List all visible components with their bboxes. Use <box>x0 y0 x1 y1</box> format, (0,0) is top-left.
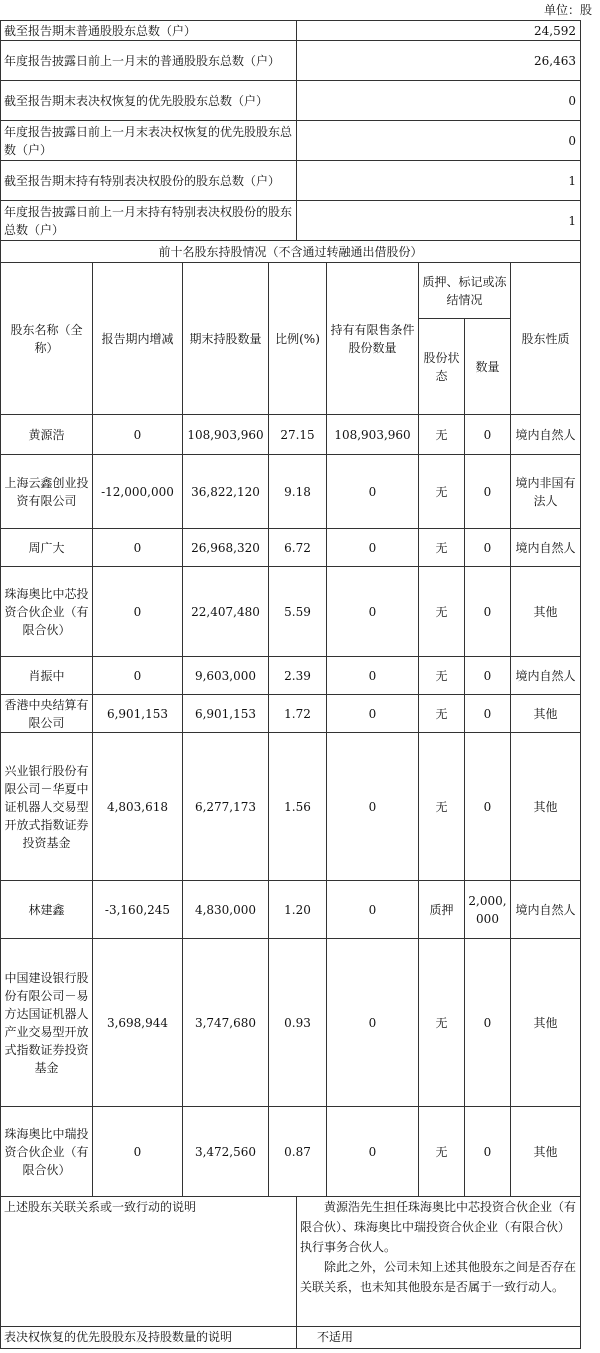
ratio-value: 5.59 <box>269 567 327 657</box>
pledge-status: 无 <box>419 695 465 733</box>
change-value: 0 <box>93 567 183 657</box>
header-name: 股东名称（全称） <box>1 263 93 415</box>
holder-name: 林建鑫 <box>1 881 93 939</box>
holder-nature: 其他 <box>511 567 581 657</box>
header-pledge-qty: 数量 <box>465 319 511 415</box>
held-value: 22,407,480 <box>183 567 269 657</box>
holder-nature: 境内自然人 <box>511 881 581 939</box>
pledge-qty: 0 <box>465 733 511 881</box>
summary-label: 年度报告披露日前上一月末表决权恢复的优先股股东总数（户） <box>1 121 297 161</box>
change-value: 6,901,153 <box>93 695 183 733</box>
ratio-value: 9.18 <box>269 455 327 529</box>
notes-table <box>0 1196 581 1349</box>
held-value: 9,603,000 <box>183 657 269 695</box>
header-ratio: 比例(%) <box>269 263 327 415</box>
pledge-qty: 0 <box>465 1107 511 1197</box>
holder-name: 珠海奥比中芯投资合伙企业（有限合伙） <box>1 567 93 657</box>
pledge-status: 质押 <box>419 881 465 939</box>
summary-value: 24,592 <box>297 21 581 41</box>
ratio-value: 1.72 <box>269 695 327 733</box>
table-row <box>1 415 581 455</box>
summary-label: 截至报告期末表决权恢复的优先股股东总数（户） <box>1 81 297 121</box>
table-row <box>1 1107 581 1197</box>
summary-label: 年度报告披露日前上一月末持有特别表决权股份的股东总数（户） <box>1 201 297 241</box>
held-value: 36,822,120 <box>183 455 269 529</box>
pledge-qty: 0 <box>465 567 511 657</box>
ratio-value: 1.20 <box>269 881 327 939</box>
table-row <box>1 695 581 733</box>
change-value: 3,698,944 <box>93 939 183 1107</box>
holder-nature: 其他 <box>511 1107 581 1197</box>
header-pledge-status: 股份状态 <box>419 319 465 415</box>
held-value: 26,968,320 <box>183 529 269 567</box>
ratio-value: 27.15 <box>269 415 327 455</box>
held-value: 108,903,960 <box>183 415 269 455</box>
holder-name: 肖振中 <box>1 657 93 695</box>
pledge-qty: 2,000,000 <box>465 881 511 939</box>
change-value: 0 <box>93 1107 183 1197</box>
table-row <box>1 881 581 939</box>
pledge-status: 无 <box>419 1107 465 1197</box>
summary-row <box>1 161 581 201</box>
top10-table <box>0 240 581 1197</box>
pledge-qty: 0 <box>465 529 511 567</box>
pledge-status: 无 <box>419 733 465 881</box>
summary-value: 0 <box>297 81 581 121</box>
relation-label: 上述股东关联关系或一致行动的说明 <box>1 1197 297 1327</box>
held-value: 6,277,173 <box>183 733 269 881</box>
holder-name: 周广大 <box>1 529 93 567</box>
restricted-value: 0 <box>327 529 419 567</box>
ratio-value: 0.87 <box>269 1107 327 1197</box>
table-row <box>1 733 581 881</box>
summary-row <box>1 81 581 121</box>
held-value: 6,901,153 <box>183 695 269 733</box>
holder-name: 中国建设银行股份有限公司－易方达国证机器人产业交易型开放式指数证券投资基金 <box>1 939 93 1107</box>
summary-value: 1 <box>297 161 581 201</box>
pledge-status: 无 <box>419 657 465 695</box>
ratio-value: 1.56 <box>269 733 327 881</box>
summary-value: 1 <box>297 201 581 241</box>
holder-nature: 境内自然人 <box>511 529 581 567</box>
pref-value-text: 不适用 <box>317 1330 354 1344</box>
held-value: 3,472,560 <box>183 1107 269 1197</box>
restricted-value: 0 <box>327 657 419 695</box>
restricted-value: 0 <box>327 567 419 657</box>
restricted-value: 0 <box>327 881 419 939</box>
summary-row <box>1 201 581 241</box>
table-row <box>1 657 581 695</box>
relation-text <box>297 1197 581 1327</box>
restricted-value: 0 <box>327 1107 419 1197</box>
top10-title: 前十名股东持股情况（不含通过转融通出借股份） <box>1 241 581 263</box>
table-row <box>1 455 581 529</box>
change-value: -3,160,245 <box>93 881 183 939</box>
header-pledge-group: 质押、标记或冻结情况 <box>419 263 511 319</box>
table-row <box>1 529 581 567</box>
change-value: 4,803,618 <box>93 733 183 881</box>
header-held: 期末持股数量 <box>183 263 269 415</box>
header-change: 报告期内增减 <box>93 263 183 415</box>
pledge-qty: 0 <box>465 415 511 455</box>
ratio-value: 2.39 <box>269 657 327 695</box>
summary-value: 26,463 <box>297 41 581 81</box>
pref-value <box>297 1327 581 1349</box>
pledge-status: 无 <box>419 567 465 657</box>
pledge-qty: 0 <box>465 657 511 695</box>
holder-name: 兴业银行股份有限公司－华夏中证机器人交易型开放式指数证券投资基金 <box>1 733 93 881</box>
holder-nature: 境内自然人 <box>511 415 581 455</box>
holder-name: 上海云鑫创业投资有限公司 <box>1 455 93 529</box>
table-row <box>1 939 581 1107</box>
held-value: 3,747,680 <box>183 939 269 1107</box>
summary-row <box>1 121 581 161</box>
holder-nature: 境内非国有法人 <box>511 455 581 529</box>
summary-label: 年度报告披露日前上一月末的普通股股东总数（户） <box>1 41 297 81</box>
summary-label: 截至报告期末持有特别表决权股份的股东总数（户） <box>1 161 297 201</box>
header-nature: 股东性质 <box>511 263 581 415</box>
pref-label: 表决权恢复的优先股股东及持股数量的说明 <box>1 1327 297 1349</box>
restricted-value: 0 <box>327 939 419 1107</box>
holder-nature: 其他 <box>511 695 581 733</box>
relation-paragraph-1: 黄源浩先生担任珠海奥比中芯投资合伙企业（有限合伙）、珠海奥比中瑞投资合伙企业（有限合伙）执行事务合伙人。 <box>300 1200 577 1254</box>
holder-name: 香港中央结算有限公司 <box>1 695 93 733</box>
holder-nature: 境内自然人 <box>511 657 581 695</box>
summary-table <box>0 20 581 241</box>
change-value: 0 <box>93 415 183 455</box>
header-restricted: 持有有限售条件股份数量 <box>327 263 419 415</box>
holder-nature: 其他 <box>511 733 581 881</box>
pledge-qty: 0 <box>465 695 511 733</box>
change-value: 0 <box>93 529 183 567</box>
pledge-qty: 0 <box>465 455 511 529</box>
restricted-value: 108,903,960 <box>327 415 419 455</box>
holder-name: 珠海奥比中瑞投资合伙企业（有限合伙） <box>1 1107 93 1197</box>
summary-value: 0 <box>297 121 581 161</box>
restricted-value: 0 <box>327 733 419 881</box>
summary-row <box>1 21 581 41</box>
pledge-status: 无 <box>419 455 465 529</box>
table-row <box>1 567 581 657</box>
held-value: 4,830,000 <box>183 881 269 939</box>
relation-paragraph-2: 除此之外，公司未知上述其他股东之间是否存在关联关系，也未知其他股东是否属于一致行动人。 <box>300 1260 577 1294</box>
holder-name: 黄源浩 <box>1 415 93 455</box>
pledge-qty: 0 <box>465 939 511 1107</box>
restricted-value: 0 <box>327 455 419 529</box>
pledge-status: 无 <box>419 939 465 1107</box>
unit-label: 单位：股 <box>543 3 592 17</box>
restricted-value: 0 <box>327 695 419 733</box>
pledge-status: 无 <box>419 529 465 567</box>
change-value: -12,000,000 <box>93 455 183 529</box>
summary-label: 截至报告期末普通股股东总数（户） <box>1 21 297 41</box>
pledge-status: 无 <box>419 415 465 455</box>
ratio-value: 0.93 <box>269 939 327 1107</box>
holder-nature: 其他 <box>511 939 581 1107</box>
change-value: 0 <box>93 657 183 695</box>
ratio-value: 6.72 <box>269 529 327 567</box>
summary-row <box>1 41 581 81</box>
